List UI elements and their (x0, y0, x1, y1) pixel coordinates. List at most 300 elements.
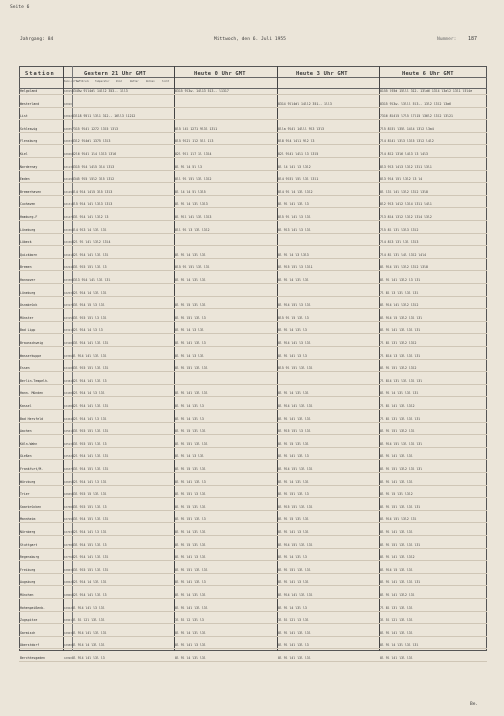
obs-heute-3: 8l 9l l4 l3l l3 (278, 555, 307, 560)
obs-gestern-21: 8l 9l4 l4l l3l l3l (72, 353, 107, 358)
obs-heute-0: 8ll 9l l3 l3l l3l2 (175, 227, 210, 232)
station-name: Hann. Münden (20, 391, 44, 396)
obs-heute-3: 8l 9l l4l l3 l3l (278, 580, 309, 585)
subheader: Temperatur (95, 80, 110, 83)
obs-gestern-21: 82l 9l4 l4 l3 l3l (72, 391, 105, 396)
kennziffer: 10224 (64, 266, 72, 270)
obs-heute-6: 7l4 8l l3l l4l l3l2 l4l4 (380, 252, 427, 257)
obs-heute-6: 8l 9l l4l l3l l3l (380, 656, 413, 660)
obs-heute-3: 8l 9l l4 l3 l3l3 (278, 252, 309, 257)
obs-gestern-21: 82l 9l4 l4l l3l l3 (72, 378, 107, 383)
obs-heute-0: 8l 9l l5l l3l l3l (175, 441, 208, 446)
obs-heute-3: 8l 9l l4l l3l l3l (278, 656, 311, 660)
table-row (19, 442, 487, 448)
obs-heute-3: 8l 9l3 l4l l3 l3l (278, 227, 311, 232)
table-row (19, 114, 487, 120)
obs-heute-3: 8l 9l l4l l3l l3 (278, 202, 309, 207)
kennziffer: 10980 (64, 644, 72, 648)
obs-heute-3: 8l 9l l5l l3l l3 (278, 492, 309, 497)
kennziffer: 10852 (64, 581, 72, 585)
kennziffer: 10022 (64, 115, 72, 119)
kennziffer: 10315 (64, 316, 72, 320)
obs-heute-3: 8l 9l l5l l3l l3l (278, 567, 311, 572)
station-name: Braunschweig (20, 341, 44, 345)
obs-heute-0: 8l 9l l4 l3l l3l3 (175, 202, 208, 207)
obs-gestern-21: 82l 9l4 l4l l3l l3l (72, 252, 109, 257)
table-row (19, 366, 487, 372)
table-row (19, 127, 487, 133)
table-row (19, 240, 487, 246)
table-row (19, 253, 487, 259)
table-row (19, 379, 487, 385)
obs-gestern-21: 8l 9l4 l4l l3 l3l (72, 605, 105, 610)
obs-heute-3: 8l 9l l4 l3l l3 (278, 328, 307, 333)
obs-gestern-21: 83l 9l5 l5 l3l l3l (72, 492, 107, 497)
table-row (19, 291, 487, 297)
obs-gestern-21: 82l 9l4 l4l l3l l3l (72, 555, 109, 560)
table-row (19, 656, 487, 662)
kennziffer: 10708 (64, 505, 72, 509)
footer-mark: Be. (470, 702, 479, 707)
obs-gestern-21: 3l 5l l2l l3l l3l (72, 618, 105, 623)
obs-heute-6: 7l 8l4 l3 l3l l3l l3l (380, 353, 421, 358)
table-row (19, 417, 487, 423)
table-row (19, 517, 487, 523)
station-name: Nordernay (20, 164, 38, 169)
station-name: Bremen (20, 265, 32, 270)
kennziffer: 10963 (64, 631, 72, 635)
obs-heute-3: 8l 9l l4l l3l l3l (278, 630, 311, 635)
obs-heute-0: 8l 9l l4l l3l l3l (175, 391, 208, 396)
obs-heute-3: 8l4 9l5l l5l l3l l3l1 (278, 177, 319, 182)
obs-gestern-21: 82l 9l4 l4l l3 l3l (72, 479, 107, 484)
kennziffer: 10513 (64, 442, 72, 446)
obs-heute-3: 8l 9l5 l5l l3 l3l (278, 429, 311, 434)
station-name: Saarbrücken (20, 504, 42, 509)
table-row (19, 505, 487, 511)
obs-heute-3: 8l 9l l4l l3 l3l (278, 530, 309, 534)
station-name: Freiburg (20, 567, 36, 572)
obs-heute-3: 8l 9l l4l l3l l3l (278, 416, 311, 421)
obs-heute-0: 8l 9l l4 l3 l3l (175, 328, 204, 333)
station-name: Gießen (20, 454, 32, 459)
station-name: Berlin-Tempelh. (20, 378, 49, 383)
obs-heute-0: 8l5 l4l 1271 9l3l 13l1 (175, 126, 218, 131)
obs-gestern-21: 8345w 9ll4dl 14ll2 353-- 1ll3 (72, 89, 128, 93)
obs-heute-3: 8l 9l l4l l3l l3 (278, 454, 309, 459)
obs-heute-3: 82l 9l4l l4l1 l3 l3l5 (278, 152, 319, 156)
obs-heute-0: 8l 9l l5 l3l l3l (175, 504, 206, 509)
obs-gestern-21: 83l 9l4 l4l l3l2 l3 (72, 215, 109, 219)
obs-heute-0: 8l 9l l5 l3l l3l (175, 467, 206, 471)
obs-heute-6: 7l 8l l3l l3l l3l l3l (380, 416, 421, 421)
kennziffer: 10532 (64, 455, 72, 459)
obs-gestern-21: 83l 9l5 l5l l3l l3 (72, 441, 107, 446)
kennziffer: 10131 (64, 203, 72, 207)
obs-heute-0: 8l 9l l5l l3l l3l (175, 567, 208, 572)
station-name: Hannover (20, 278, 36, 282)
obs-heute-0: 8l 9l l5l l3l l3l (175, 366, 208, 371)
obs-heute-0: 8l5 9l l5l l3l l3l (175, 265, 210, 270)
obs-heute-0: 8l 9l l4l l3l l3 (175, 341, 206, 345)
station-name: Wasserkuppe (20, 353, 42, 358)
obs-heute-6: 7l4 8l4l l3l3 l3l5 l3l2 l4l2 (380, 139, 434, 144)
obs-heute-0: 8l 9l l4l l3 l3l (175, 555, 206, 560)
obs-heute-0: 8l5 9l2l 1l2 5ll 1l3 (175, 139, 214, 144)
kennziffer: 10161 (64, 253, 72, 257)
obs-heute-6: 8l2 9l3 l4l2 l3l4 l3l1 l4l1 (380, 202, 432, 207)
obs-heute-6: 7l 8l4 l3l l3l l3l l3l (380, 378, 423, 383)
kennziffer: 10776 (64, 556, 72, 560)
obs-heute-6: 8l 9l4 l4l l3l2 l3l2 (380, 303, 419, 308)
obs-heute-6: 8l 9l l5l l3l l3l l3l (380, 542, 421, 547)
obs-heute-6: 8l 9l4 l5 l3l l3l (380, 567, 413, 572)
page-title: Mittwoch, den 6. Juli 1955 (214, 37, 286, 42)
kennziffer: 10962 (64, 606, 72, 610)
table-row (19, 202, 487, 208)
obs-heute-6: 8l3 9l3 l4l3 l3l2 l3l1 l3l1 (380, 164, 432, 169)
obs-heute-3: 8l 9l4 l4l l3l l3l (278, 593, 313, 597)
jahrgang-value: 84 (47, 37, 54, 42)
obs-heute-0: 8l 9l l4 l3l l3l (175, 530, 206, 534)
obs-heute-3: 8l 9l l5 l3l l3l (278, 517, 309, 522)
kennziffer: 10046 (64, 153, 72, 156)
obs-heute-6: 8l 9l4 l5l l3l2 l3l (380, 517, 417, 522)
obs-heute-0: 8l 9l l5l l3l l3 (175, 315, 206, 320)
table-row (19, 165, 487, 171)
obs-heute-6: 8l 9l l5l l3l2 l3l l3l (380, 467, 423, 471)
kennziffer: 10338 (64, 279, 72, 282)
station-name: Flensburg (20, 139, 38, 144)
kennziffer: 10454 (64, 417, 72, 421)
obs-gestern-21: 8l 9l4 l4l l3l l3l (72, 630, 107, 635)
station-name: Köln-Wahn (20, 441, 38, 446)
obs-gestern-21: 82l 9l4 l4l l3 l3l (72, 416, 107, 421)
nummer-value: 187 (468, 36, 478, 42)
kennziffer: 10321 (64, 329, 72, 333)
table-row (19, 152, 487, 158)
obs-heute-6: 8l 9l l4l l3l l3l (380, 530, 413, 534)
station-name: Bad Hersfeld (20, 416, 44, 421)
table-row (19, 303, 487, 309)
obs-heute-3: 8l 9l4 l4l l3l l3l (278, 404, 313, 408)
obs-heute-0: 8l 9l l4 l3l l3l (175, 593, 206, 597)
obs-gestern-21: 83l2 9l4dl 1375 l3l3 (72, 139, 111, 144)
obs-heute-6: 8315 9l3w- l3lll 5l3-- 13l2 l3l2 l3a6 (380, 101, 452, 106)
obs-heute-6: 8l 9l4 l5 l3l2 l3l l3l (380, 315, 423, 320)
obs-heute-6: 8l3 9l4 l5l l3l2 l3 l4 (380, 177, 423, 182)
kennziffer: 10803 (64, 568, 72, 572)
obs-gestern-21: 8l5 9l4 l4l l3l3 l3l3 (72, 202, 113, 207)
station-name: Westerland (20, 101, 40, 106)
obs-heute-0: 8l 9l l5 l3l l3l (175, 542, 206, 547)
obs-gestern-21: 82l 9l4 l4l l3l l3l (72, 454, 109, 459)
obs-heute-3: 8l5 9l l5l l3l l3l (278, 366, 313, 371)
table-row (19, 631, 487, 637)
subheader: Wind (116, 80, 122, 83)
kennziffer: 10866 (64, 594, 72, 597)
obs-heute-0: 8l 9l l5 l3l l3l (175, 429, 206, 434)
obs-heute-6: 8l 9l l4l l3l2 l3 l3l (380, 278, 421, 282)
station-name: Augsburg (20, 580, 36, 585)
obs-heute-0: 8l 9l l4 l3l l3l (175, 656, 206, 660)
station-name: Kassel (20, 404, 32, 408)
obs-heute-6: 8l 9l l4l l3l l3l (380, 479, 413, 484)
obs-heute-6: 8l 9l l5 l3l l3l2 (380, 492, 413, 497)
table-row (19, 555, 487, 561)
table-row (19, 543, 487, 549)
obs-heute-6: 8l 9l l4l l3l l3l l3l (380, 580, 421, 585)
station-name: Kiel (20, 152, 28, 156)
obs-heute-3: 8l 9l l4 l3l l3l (278, 479, 309, 484)
station-name: Trier (20, 492, 30, 497)
obs-heute-6: 7316 8l4l5 l7l5 l7l15 l36l2 l3l2 l3l21 (380, 114, 453, 119)
obs-heute-6: 8l 9l l4l l3l l3l (380, 630, 413, 635)
table-row (19, 341, 487, 347)
obs-heute-6: 8l 9l l4 l3l l3l l3l (380, 391, 419, 396)
nummer-label: Nummer: (437, 37, 457, 42)
kennziffer: 10348 (64, 342, 72, 345)
station-name: Helgoland (20, 89, 38, 93)
obs-heute-3: 8l5 9l l5 l3l l3 (278, 315, 309, 320)
station-name: Lüneburg (20, 290, 36, 295)
obs-gestern-21: 82l6 9l4l 1l4 l3l3 l3l6 (72, 152, 117, 156)
obs-heute-6: 8l 9l4 l5l l3l l3l l3l (380, 441, 423, 446)
table-row (19, 177, 487, 183)
table-row (19, 102, 487, 108)
obs-heute-6: 7l 8l l3l l3l l3l (380, 605, 413, 610)
kennziffer: 10020 (64, 102, 72, 106)
obs-gestern-21: 83l 9l5 l5l l3l l3 (72, 504, 107, 509)
group-title: Gestern 21 Uhr GMT (84, 71, 147, 77)
kennziffer: 10738 (64, 543, 72, 547)
obs-heute-6: 7l5 8l l3l l3l3 l3l2 (380, 227, 419, 232)
obs-heute-6: 3l 5l l2l l3l l3l (380, 618, 413, 623)
group-title: Heute 6 Uhr GMT (402, 71, 454, 77)
obs-heute-0: 8l 9l l5 l3l l3l (175, 303, 206, 308)
obs-heute-6: 8l 9l l5l l3l2 l3l (380, 429, 415, 434)
station-name: Garmisch (20, 630, 36, 635)
obs-gestern-21: 83l 9l4 l5l l3l l3 (72, 542, 107, 547)
kennziffer: 10990 (64, 657, 72, 660)
obs-gestern-21: 83l 9l4 l4l l3l l3l (72, 341, 109, 345)
station-name: Hamburg-F (20, 215, 38, 219)
station-name: List (20, 114, 28, 119)
obs-heute-3: 8l 9l l4 l3l l3l (278, 391, 309, 396)
kennziffer: 10384 (64, 379, 72, 383)
obs-gestern-21: 83l 9l4 l5l l3l l3l (72, 467, 109, 471)
obs-heute-0: 8l 9l l4 l3l l3 (175, 404, 204, 408)
obs-gestern-21: 82l 9l4 l4 l3l l3l (72, 290, 107, 295)
obs-gestern-21: 83l3 9l4 l4l l3l l3l (72, 278, 111, 282)
obs-heute-6: 8l 9l l5l l3l l3l l3l (380, 504, 421, 509)
obs-heute-3: 8l 9l l4l l3l l3 (278, 643, 309, 648)
kennziffer: 10129 (64, 190, 72, 194)
kennziffer: 10129 (64, 178, 72, 182)
obs-gestern-21: 8l4 9l4 l4l5 3l5 l3l3 (72, 189, 113, 194)
obs-heute-0: 8l 9l l5l l3 l3l (175, 492, 206, 497)
table-row (19, 492, 487, 498)
table-row (19, 328, 487, 334)
kennziffer: 10655 (64, 480, 72, 484)
obs-gestern-21: 83l18 95l1 l3l1 312-- 16ll3 l1212 (72, 114, 136, 119)
obs-heute-3: 8l 9l4 l5l l3l l3l (278, 542, 313, 547)
subheader: Wolken (146, 80, 155, 83)
obs-gestern-21: 82l 9l4 l4 l3 l3 (72, 328, 103, 333)
kennziffer: 10729 (64, 518, 72, 522)
table-row (19, 606, 487, 612)
obs-heute-6: 7l 8l l3 l3l l3l l3l (380, 290, 419, 295)
kennziffer: 10113 (64, 165, 72, 169)
subheader: Wetter (130, 80, 139, 83)
kennziffer: 10410 (64, 367, 72, 371)
obs-heute-3: 8l 9l5 l5l l3l l3l (278, 504, 313, 509)
kennziffer: 10637 (64, 468, 72, 471)
obs-heute-3: 8l4 9l l4 l3l l3l2 (278, 189, 313, 194)
station-name: Emden (20, 177, 30, 182)
obs-heute-6: 8l 9l l4l l3l l3l2 (380, 555, 415, 560)
station-name: Bremerhaven (20, 189, 42, 194)
kennziffer: 10253 (64, 291, 72, 295)
obs-gestern-21: 83l 9l5 l5l l3l l3l (72, 567, 109, 572)
kennziffer: 10015 (64, 90, 72, 93)
station-name: Schleswig (20, 126, 38, 131)
obs-heute-6: 8l 9l l4 l3l l3l l3l (380, 643, 419, 648)
obs-gestern-21: 8l 9l4 l4 l3l l3l (72, 643, 105, 648)
station-name: Lübeck (20, 240, 32, 245)
obs-heute-0: 8l 9l l4l l3l l3 (175, 580, 206, 585)
kennziffer-header: Kenn-ziffer (64, 80, 80, 83)
kennziffer: 10356 (64, 354, 72, 358)
station-name: Essen (20, 366, 30, 371)
table-row (19, 391, 487, 397)
obs-heute-3: 3l 5l l2l l3 l3l (278, 618, 309, 623)
obs-heute-3: 8l 9l4 l5l l3l l3l (278, 467, 313, 471)
obs-gestern-21: 8l 9l4 l4l l3l l3 (72, 656, 105, 660)
obs-heute-0: 8l 9l l4 l3l l3l (175, 278, 206, 282)
obs-heute-6: 7l3 8l4 l3l2 l3l2 l3l4 l3l2 (380, 215, 432, 219)
obs-heute-6: 7l5 8l5l l35l 14l4 l3l2 l3a4 (380, 126, 434, 131)
subheader: Sicht (162, 80, 170, 83)
station-name: Zugspitze (20, 618, 38, 623)
station-header: Station (25, 71, 55, 77)
table-row (19, 580, 487, 586)
obs-heute-0: 3l 5l l2 l3l l3 (175, 618, 204, 623)
kennziffer: 10035 (64, 127, 72, 131)
obs-heute-6: 8155 l93d 15lll 312- 13ld6 13l4 l3al2 13l1 l5l4e (380, 89, 473, 93)
obs-heute-3: 8l 9l4 l5l l3 l3l (278, 303, 311, 308)
table-row (19, 139, 487, 145)
obs-gestern-21: 8315 9l4 l4l5 3l4 l3l3 (72, 164, 115, 169)
table-row (19, 265, 487, 271)
table-row (19, 190, 487, 196)
obs-heute-0: 8l l4 l4 5l l3l5 (175, 189, 206, 194)
obs-gestern-21: 83l 9l4 l5l l3l l3l (72, 517, 109, 522)
station-name: Oberstdorf (20, 643, 40, 648)
obs-heute-6: 7l4 8l3 l3l l3l l3l3 (380, 240, 419, 245)
obs-heute-0: 8315 9l3w- 14l13 513-- l1317 (175, 89, 229, 93)
kennziffer: 10961 (64, 619, 72, 623)
station-name: Aachen (20, 429, 32, 434)
obs-gestern-21: 83l 9l5 l5l l3l l3 (72, 265, 107, 270)
obs-gestern-21: 7315 9l4l 1272 l3l5 l3l3 (72, 126, 119, 131)
group-title: Heute 0 Uhr GMT (194, 71, 246, 77)
obs-gestern-21: 82l 9l4 l4l l3l l3l (72, 404, 109, 408)
obs-heute-3: 8314 9ll4dl 14ll2 351-- 1ll3 (278, 101, 332, 106)
obs-heute-6: 8l 9l4 l5l l3l2 l3l2 l3l8 (380, 265, 428, 270)
table-row (19, 404, 487, 410)
obs-gestern-21: 83l 9l5 l5l l3 l3l (72, 315, 107, 320)
page-number: Seite 6 (10, 5, 30, 10)
group-title: Heute 3 Uhr GMT (296, 71, 348, 77)
table-row (19, 593, 487, 599)
obs-heute-0: 8l 9l l4 l3 l3l (175, 353, 204, 358)
obs-gestern-21: 82l 9l l4l l3l2 l3l4 (72, 240, 111, 245)
obs-heute-0: 8l 9l l4l l3 l3l (175, 643, 206, 648)
obs-heute-6: 7l4 8l2 l3l6 l4l3 l3 l4l3 (380, 152, 428, 156)
jahrgang-label: Jahrgang: (20, 37, 45, 42)
obs-heute-6: 7l 8l l3l l3l2 l3l2 (380, 341, 417, 345)
table-row (19, 89, 487, 95)
kennziffer: 10156 (64, 241, 72, 245)
station-name: Frankfurt/M. (20, 467, 44, 471)
station-name: Berchtesgaden (20, 656, 45, 660)
obs-heute-3: 8l l4 l4l l3 l3l2 (278, 164, 311, 169)
obs-gestern-21: 8345 9l5 l5l2 3l5 l3l2 (72, 177, 115, 182)
station-name: Quickborn (20, 252, 38, 257)
station-name: Münster (20, 315, 34, 320)
table-row (19, 278, 487, 284)
obs-gestern-21: 83l 9l4 l5 l3 l3l (72, 303, 105, 308)
obs-heute-0: 8l 9l l4 l3l l3l (175, 630, 206, 635)
obs-gestern-21: 82l 9l4 l4l l3 l3l (72, 530, 107, 534)
station-name: Regensburg (20, 555, 40, 560)
table-row (19, 467, 487, 473)
obs-heute-3: 8l 9l5 l5l l3 l3l1 (278, 265, 313, 270)
station-name: Cuxhaven (20, 202, 36, 207)
obs-heute-0: 8l 9l l4 5l l3 (175, 164, 202, 169)
obs-heute-6: 8l l3l l4l l3l2 l3l2 l3l8 (380, 189, 428, 194)
jahrgang (20, 37, 53, 42)
kennziffer: 10438 (64, 392, 72, 396)
obs-heute-6: 8l 9l l4l l3l l3l (380, 454, 413, 459)
obs-heute-0: 8l 9l l4 l3 l3l (175, 454, 204, 459)
station-name: München (20, 593, 34, 597)
obs-heute-3: 8l 9l4 l4l l3 l3l (278, 341, 311, 345)
obs-heute-0: 8l 9l l5l l3l l3 (175, 517, 206, 522)
header-divider (19, 77, 487, 78)
obs-heute-3: 8l5 9l l4l l3 l3l (278, 215, 311, 219)
station-name: Würzburg (20, 479, 36, 484)
kennziffer: 10438 (64, 405, 72, 408)
table-row (19, 354, 487, 360)
station-name: Nürnberg (20, 530, 36, 534)
obs-heute-0: 8l 9l l4 l3l l3l (175, 252, 206, 257)
obs-heute-3: 8l 9l l4 l3l l3 (278, 605, 307, 610)
table-row (19, 228, 487, 234)
kennziffer: 10763 (64, 531, 72, 534)
obs-heute-0: 8l 9l l4l l3l l3l (175, 605, 208, 610)
kennziffer: 10501 (64, 430, 72, 434)
kennziffer: 10033 (64, 140, 72, 144)
obs-heute-6: 8l 9l l4l l3l2 l3l (380, 593, 415, 597)
station-name: Stuttgart (20, 542, 38, 547)
kennziffer: 10609 (64, 493, 72, 497)
obs-heute-3: 8l8 9l4 l4l1 9l2 l3 (278, 139, 315, 144)
station-name: Lüneburg (20, 227, 36, 232)
table-row (19, 480, 487, 486)
table-row (19, 618, 487, 624)
